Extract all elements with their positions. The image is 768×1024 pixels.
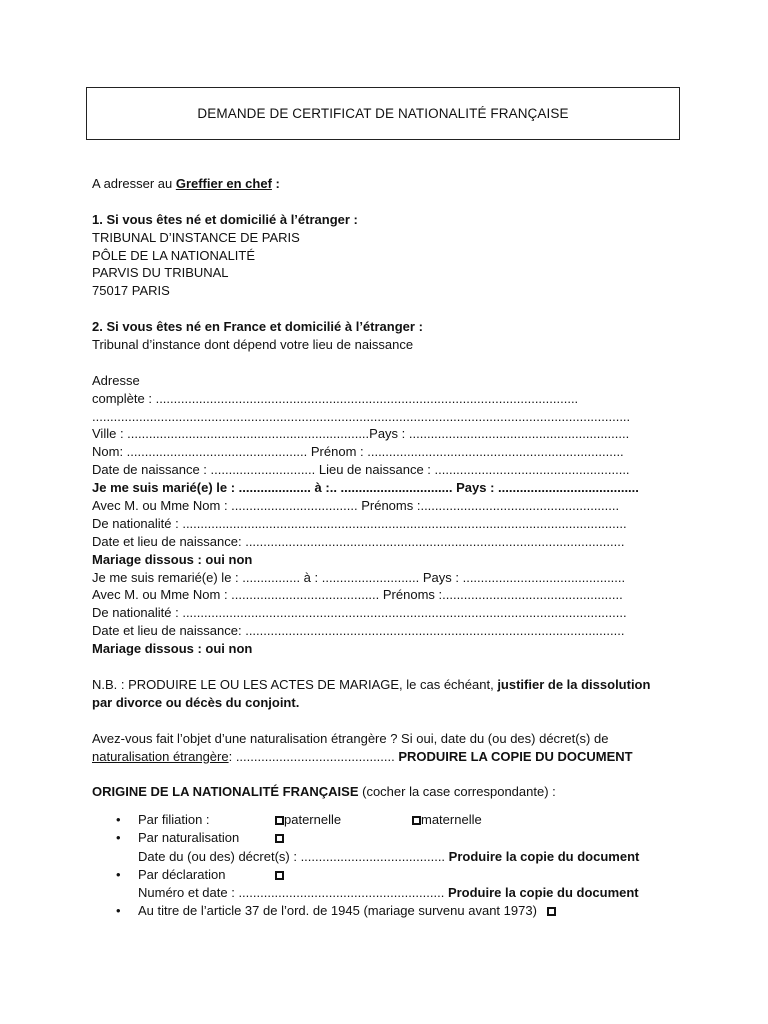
filiation-label: Par filiation : [138,812,210,828]
numero-date-label: Numéro et date : ......................................................... [138,884,448,900]
origine-heading [92,783,682,801]
document-title: DEMANDE DE CERTIFICAT DE NATIONALITÉ FRANÇAISE [86,87,680,140]
option-filiation [92,811,682,829]
section1-heading: 1. Si vous êtes né et domicilié à l’étranger : [92,211,358,227]
bullet-icon: • [116,812,121,828]
section1-line: 75017 PARIS [92,283,170,299]
conjoint2-date-lieu-field[interactable]: Date et lieu de naissance: ......................................................................................................... [92,623,625,639]
option-naturalisation [92,829,682,847]
naturalisation-checkbox[interactable] [275,834,284,843]
nom-prenom-field[interactable]: Nom: .................................................. Prénom : ....................................................................... [92,444,624,460]
nb-bold: justifier de la dissolution [497,676,651,692]
option-declaration [92,866,682,884]
conjoint1-nationalite-field[interactable]: De nationalité : ........................................................................................................................... [92,515,627,531]
declaration-numero-field[interactable] [92,884,682,902]
mariage-dissous-2: Mariage dissous : oui non [92,641,253,657]
conjoint2-nationalite-field[interactable]: De nationalité : ........................................................................................................................... [92,605,627,621]
section1-line: PÔLE DE LA NATIONALITÉ [92,247,256,263]
adresse-continuation-field[interactable]: ..................................................................................................................................................... [92,408,631,424]
section1-line: TRIBUNAL D’INSTANCE DE PARIS [92,229,300,245]
section2-heading: 2. Si vous êtes né en France et domicilié à l’étranger : [92,319,423,335]
produire-copie-note: Produire la copie du document [447,884,639,900]
nb-note [92,676,682,694]
conjoint1-date-lieu-field[interactable]: Date et lieu de naissance: ......................................................................................................... [92,533,625,549]
mariage-field[interactable]: Je me suis marié(e) le : .................... à :.. ............................... Pays : ....................................... [92,480,639,496]
naturalisation-label: Par naturalisation [138,830,240,846]
address-intro-suffix: : [271,176,280,191]
produire-copie-note: Produire la copie du document [448,848,640,864]
naturalisation-question: Avez-vous fait l’objet d’une naturalisation étrangère ? Si oui, date du (ou des) décret(s) de [92,730,609,746]
declaration-label: Par déclaration [138,866,226,882]
conjoint1-name-field[interactable]: Avec M. ou Mme Nom : ................................... Prénoms :....................................................... [92,498,620,514]
maternelle-label: maternelle [421,812,482,828]
nb-note-line2: par divorce ou décès du conjoint. [92,694,300,710]
mariage-dissous-1: Mariage dissous : oui non [92,551,253,567]
section2-line: Tribunal d’instance dont dépend votre lieu de naissance [92,337,414,353]
article37-checkbox[interactable] [547,907,556,916]
option-article37 [92,902,682,920]
document-body [92,175,682,920]
remariage-field[interactable]: Je me suis remarié(e) le : ................ à : ........................... Pays : ............................................. [92,569,626,585]
bullet-icon: • [116,830,121,846]
address-intro [92,175,682,193]
naturalisation-decret-field[interactable] [92,848,682,866]
maternelle-checkbox[interactable] [412,816,421,825]
ville-pays-field[interactable]: Ville : ...................................................................Pays : ............................................................. [92,426,630,442]
produire-copie-note: PRODUIRE LA COPIE DU DOCUMENT [398,748,633,764]
origine-note: (cocher la case correspondante) : [358,784,556,800]
paternelle-checkbox[interactable] [275,816,284,825]
declaration-checkbox[interactable] [275,871,284,880]
naturalisation-underlined: naturalisation étrangère [92,748,229,764]
naturalisation-dots: : ............................................ [228,748,399,764]
address-recipient: Greffier en chef [175,176,272,191]
adresse-label: Adresse [92,372,140,388]
article37-label: Au titre de l’article 37 de l’ord. de 1945 (mariage survenu avant 1973) [138,903,537,919]
nb-text: N.B. : PRODUIRE LE OU LES ACTES DE MARIAGE, le cas échéant, [92,676,498,692]
conjoint2-name-field[interactable]: Avec M. ou Mme Nom : ......................................... Prénoms :.................................................. [92,587,623,603]
paternelle-label: paternelle [284,812,342,828]
section1-line: PARVIS DU TRIBUNAL [92,265,229,281]
bullet-icon: • [116,903,121,919]
address-intro-prefix: A adresser au [92,176,176,191]
decret-label: Date du (ou des) décret(s) : ........................................ [138,848,449,864]
bullet-icon: • [116,866,121,882]
naturalisation-date-field[interactable] [92,748,682,766]
naissance-field[interactable]: Date de naissance : ............................. Lieu de naissance : ...................................................... [92,462,630,478]
origine-title: ORIGINE DE LA NATIONALITÉ FRANÇAISE [92,784,359,800]
adresse-complete-field[interactable]: complète : ..................................................................................................................... [92,390,579,406]
origine-options-list [92,811,682,920]
